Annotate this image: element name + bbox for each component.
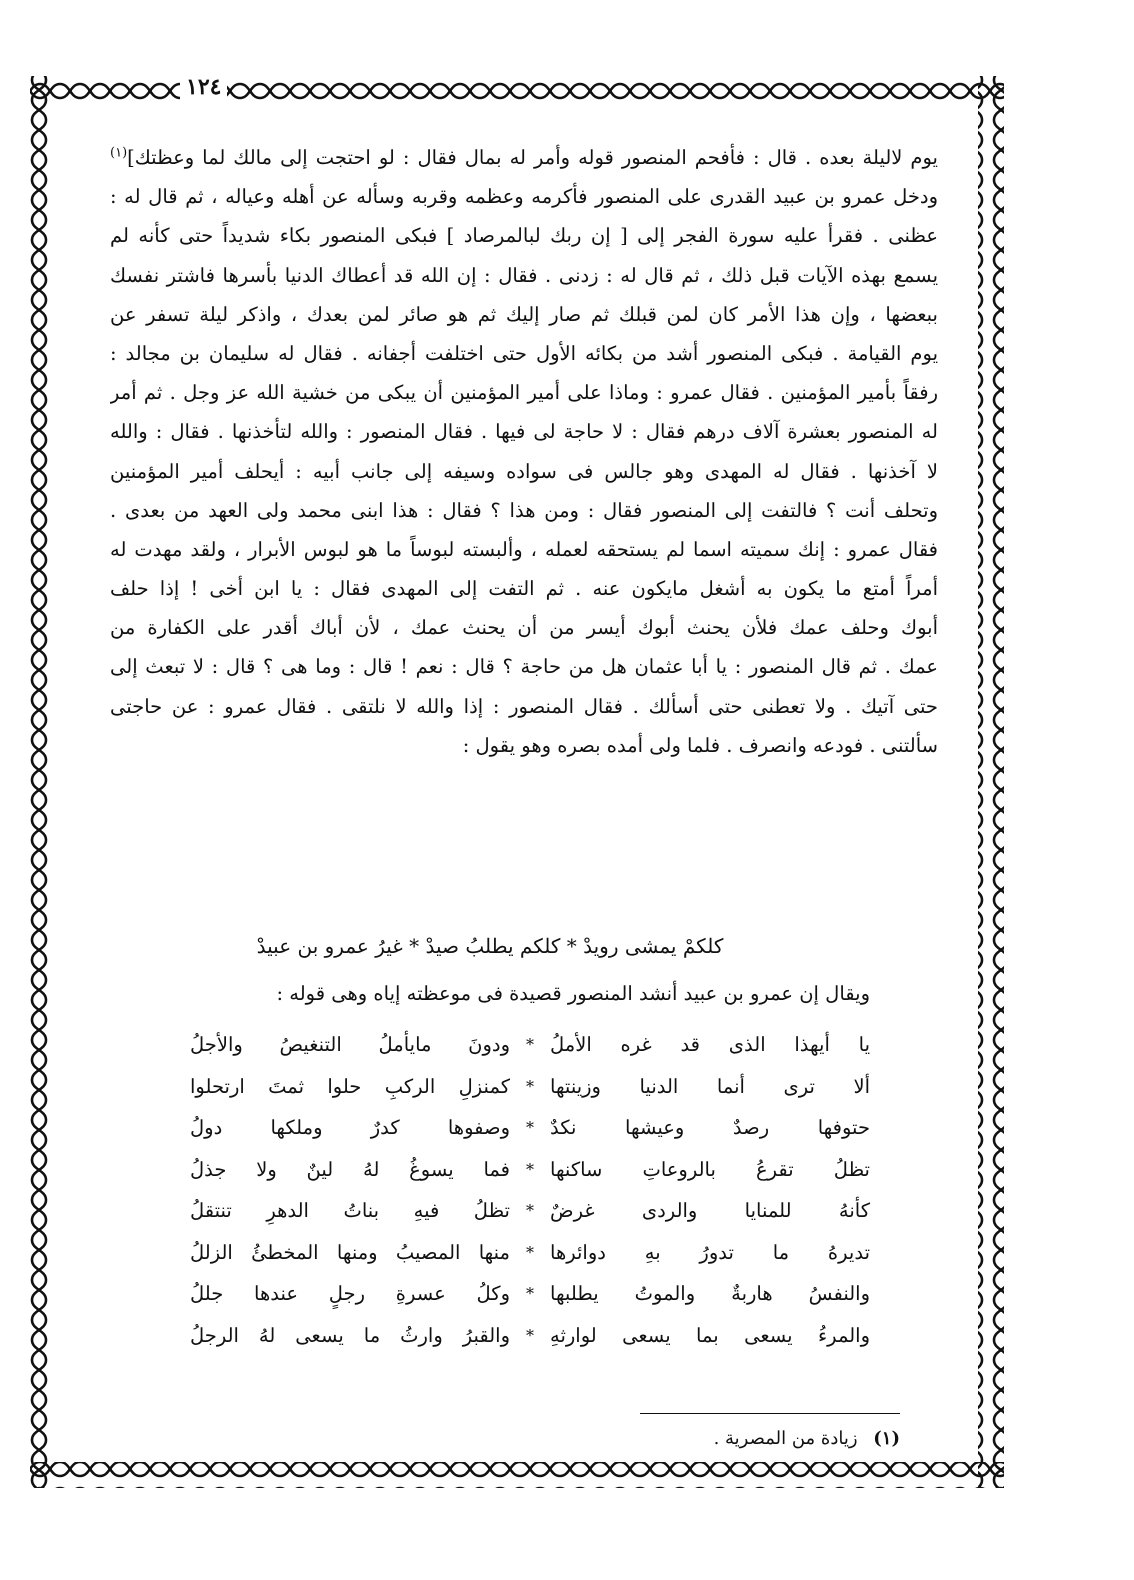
verse-separator: * (526, 1325, 534, 1345)
text-line: أمراً أمتع ما يكون به أشغل مايكون عنه . ثم التفت إلى المهدى فقال : يا ابن أخى ! إذا حلف (110, 577, 938, 601)
page-number: ١٢٤ (180, 74, 227, 100)
first-hemistich: يا أيهذا الذى قد غره الأملُ (550, 1033, 870, 1057)
poem-introduction: ويقال إن عمرو بن عبيد أنشد المنصور قصيدة فى موعظته إياه وهى قوله : (276, 982, 870, 1005)
verse-row (190, 1149, 870, 1191)
verse-separator: * (526, 1035, 534, 1055)
verse-separator: * (526, 1076, 534, 1096)
footnote-divider (640, 1413, 900, 1414)
text-line: فقال عمرو : إنك سميته اسما لم يستحقه لعمله ، وألبسته لبوساً ما هو لبوس الأبرار ، ولقد مهدت له (110, 537, 938, 561)
first-hemistich: تديرهُ ما تدورُ بهِ دوائرها (550, 1240, 870, 1264)
text-line: لا آخذنها . فقال له المهدى وهو جالس فى سواده وسيفه إلى جانب أبيه : أيحلف أمير المؤمنين (110, 459, 938, 483)
body-text (110, 138, 938, 765)
text-line: رفقاً بأمير المؤمنين . فقال عمرو : وماذا على أمير المؤمنين أن يبكى من خشية الله عز وجل . ثم أمر (110, 381, 938, 405)
text-line: يوم القيامة . فبكى المنصور أشد من بكائه الأول حتى اختلفت أجفانه . فقال له سليمان بن مجالد : (110, 341, 938, 365)
second-hemistich: والقبرُ وارثُ ما يسعى لهُ الرجلُ (190, 1323, 510, 1347)
second-hemistich: منها المصيبُ ومنها المخطئُ الزللُ (190, 1240, 510, 1264)
text-line: يسمع بهذه الآيات قبل ذلك ، ثم قال له : زدنى . فقال : إن الله قد أعطاك الدنيا بأسرها فاشتر نفسك (110, 263, 938, 287)
verse-separator: * (526, 1159, 534, 1179)
single-verse: كلكمْ يمشى رويدْ * كلكم يطلبُ صيدْ * غيرُ عمرو بن عبيدْ (256, 934, 724, 958)
text-line: وتحلف أنت ؟ فالتفت إلى المنصور فقال : ومن هذا ؟ فقال : هذا ابنى محمد ولى العهد من بعدى . (110, 498, 938, 522)
footnote (600, 1428, 900, 1449)
first-hemistich: والمرءُ يسعى بما يسعى لوارثهِ (550, 1323, 870, 1347)
second-hemistich: وصفوها كدرٌ وملكها دولُ (190, 1116, 510, 1140)
first-hemistich: والنفسُ هاربةٌ والموتُ يطلبها (550, 1282, 870, 1306)
verse-row (190, 1066, 870, 1108)
first-hemistich: تظلُ تقرعُ بالروعاتِ ساكنها (550, 1157, 870, 1181)
second-hemistich: ودونَ مايأملُ التنغيصُ والأجلُ (190, 1033, 510, 1057)
first-hemistich: ألا ترى أنما الدنيا وزينتها (550, 1074, 870, 1098)
verse-row (190, 1232, 870, 1274)
verse-row (190, 1024, 870, 1066)
second-hemistich: وكلُ عسرةِ رجلٍ عندها جللُ (190, 1282, 510, 1306)
second-hemistich: تظلُ فيهِ بناتُ الدهرِ تنتقلُ (190, 1199, 510, 1223)
text-line: يوم لاليلة بعده . قال : فأفحم المنصور قوله وأمر له بمال فقال : لو احتجت إلى مالك لما وعظتك]$^{(١)}$ (110, 145, 938, 169)
verse-separator: * (526, 1242, 534, 1262)
second-hemistich: كمنزلِ الركبِ حلوا ثمتَ ارتحلوا (190, 1074, 510, 1098)
text-line: ودخل عمرو بن عبيد القدرى على المنصور فأكرمه وعظمه وقربه وسأله عن أهله وعياله ، ثم قال له : (110, 185, 938, 209)
first-hemistich: حتوفها رصدٌ وعيشها نكدٌ (550, 1116, 870, 1140)
verse-row (190, 1190, 870, 1232)
text-line: عظنى . فقرأ عليه سورة الفجر إلى [ إن ربك لبالمرصاد ] فبكى المنصور بكاء شديداً حتى كأنه لم (110, 224, 938, 248)
verse-row (190, 1273, 870, 1315)
verse-row (190, 1315, 870, 1357)
second-hemistich: فما يسوغُ لهُ لينٌ ولا جذلُ (190, 1157, 510, 1181)
footnote-marker: (١) (110, 145, 128, 161)
verse-separator: * (526, 1118, 534, 1138)
verse-separator: * (526, 1284, 534, 1304)
text-line: عمك . ثم قال المنصور : يا أبا عثمان هل من حاجة ؟ قال : نعم ! قال : وما هى ؟ قال : لا تبعث إلى (110, 655, 938, 679)
text-line: أبوك وحلف عمك فلأن يحنث أبوك أيسر من أن يحنث عمك ، لأن أباك أقدر على الكفارة من (110, 616, 938, 640)
first-hemistich: كأنهُ للمنايا والردى غرضٌ (550, 1199, 870, 1223)
verse-row (190, 1107, 870, 1149)
poem (190, 1024, 870, 1356)
text-line: حتى آتيك . ولا تعطنى حتى أسألك . فقال المنصور : إذا والله لا نلتقى . فقال عمرو : عن حاجتى (110, 694, 938, 718)
verse-separator: * (526, 1201, 534, 1221)
footnote-number: (١) (873, 1428, 900, 1449)
text-line: له المنصور بعشرة آلاف درهم فقال : لا حاجة لى فيها . فقال المنصور : والله لتأخذنها . فقال : والله (110, 420, 938, 444)
text-line: سألتنى . فودعه وانصرف . فلما ولى أمده بصره وهو يقول : (462, 733, 938, 757)
footnote-text: زيادة من المصرية . (713, 1428, 858, 1449)
text-line: ببعضها ، وإن هذا الأمر كان لمن قبلك ثم صار إليك ثم هو صائر لمن بعدك ، واذكر ليلة تسفر عن (110, 302, 938, 326)
